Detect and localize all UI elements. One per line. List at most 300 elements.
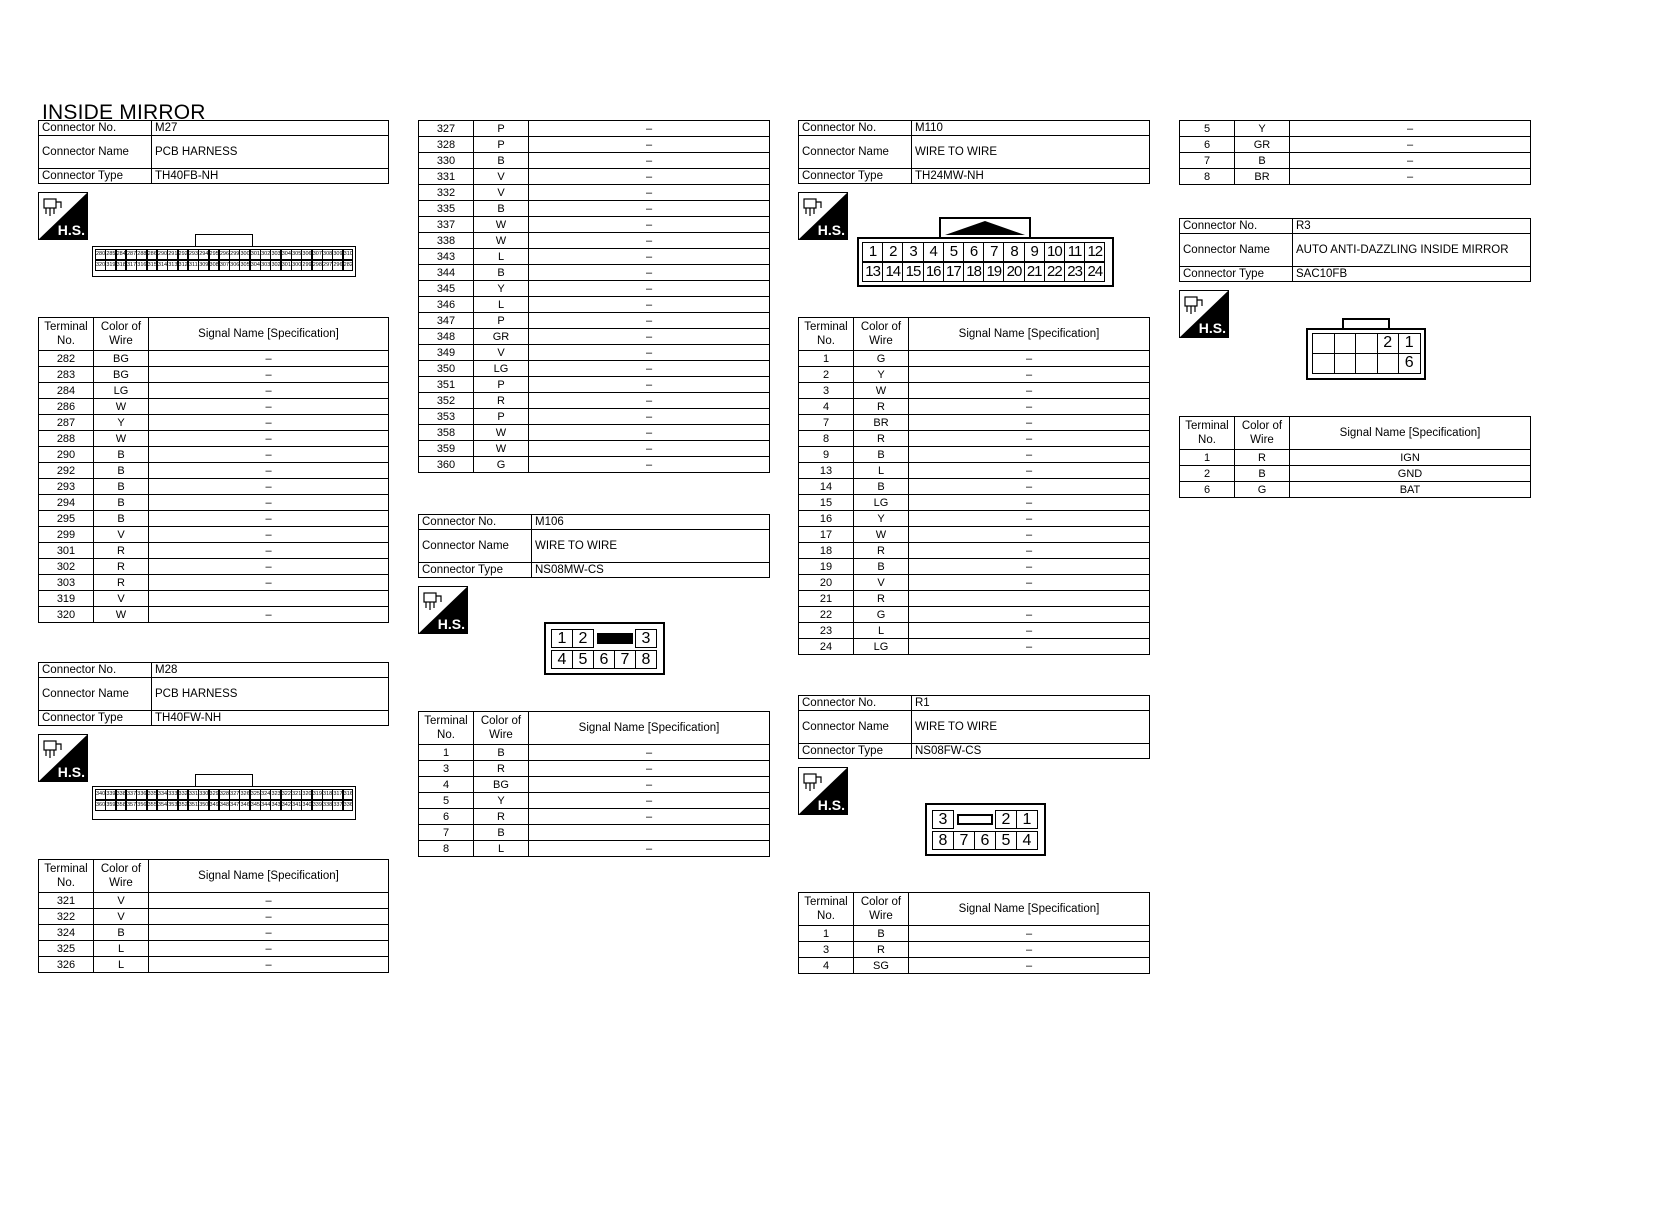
terminal-no: 293: [39, 479, 94, 495]
signal-name: –: [529, 121, 770, 137]
wire-color: W: [94, 607, 149, 623]
color-of-wire-header: Color of Wire: [94, 318, 149, 351]
connector-pin: [1355, 333, 1378, 354]
table-row: [419, 825, 770, 841]
terminal-no: 332: [419, 185, 474, 201]
signal-name-header: Signal Name [Specification]: [149, 860, 389, 893]
connector-name-value: WIRE TO WIRE: [532, 530, 770, 563]
wire-color: B: [1235, 153, 1290, 169]
wire-color: Y: [854, 511, 909, 527]
terminal-no: 328: [419, 137, 474, 153]
signal-name: –: [909, 447, 1150, 463]
terminal-no: 292: [39, 463, 94, 479]
connector-no-label: Connector No.: [799, 696, 912, 711]
terminal-no: 4: [419, 777, 474, 793]
connector-pin: 329: [209, 789, 220, 800]
connector-pin: 19: [983, 262, 1004, 282]
signal-name: –: [1290, 153, 1531, 169]
connector-name-value: PCB HARNESS: [152, 136, 389, 169]
wire-color: B: [94, 447, 149, 463]
wire-color: B: [854, 447, 909, 463]
wire-color: V: [854, 575, 909, 591]
connector-type-row: [799, 744, 1150, 759]
wire-color: V: [94, 893, 149, 909]
connector-pin: 296: [219, 249, 230, 260]
wire-color: BG: [474, 777, 529, 793]
table-row: [799, 623, 1150, 639]
connector-pin: 2: [882, 242, 903, 262]
table-row: [419, 249, 770, 265]
table-row: [799, 463, 1150, 479]
connector-pin: 16: [923, 262, 944, 282]
connector-pin: 339: [105, 789, 116, 800]
connector-pin: 346: [239, 800, 250, 811]
signal-name: –: [149, 893, 389, 909]
wire-color: R: [854, 399, 909, 415]
table-row: [799, 958, 1150, 974]
connector-name-row: [1180, 234, 1531, 267]
connector-pin: 295: [209, 249, 220, 260]
connector-info-m106: [418, 514, 770, 578]
wire-color: B: [1235, 466, 1290, 482]
connector-info-r3: [1179, 218, 1531, 282]
hs-label: H.S.: [817, 797, 845, 813]
terminal-no: 16: [799, 511, 854, 527]
terminal-no: 1: [799, 926, 854, 942]
connector-pin: 321: [291, 789, 302, 800]
signal-name: –: [149, 575, 389, 591]
connector-no-value: R1: [912, 696, 1150, 711]
terminal-no: 4: [799, 958, 854, 974]
connector-pin: 360: [95, 800, 106, 811]
wire-color: Y: [1235, 121, 1290, 137]
table-row: [419, 393, 770, 409]
connector-pin: 17: [943, 262, 964, 282]
table-header: [39, 318, 389, 351]
terminal-no: 8: [419, 841, 474, 857]
hs-icon: [418, 586, 468, 634]
connector-pin: 337: [332, 800, 343, 811]
signal-name: –: [149, 543, 389, 559]
wire-color: R: [474, 809, 529, 825]
hs-icon: [38, 734, 88, 782]
terminal-no: 287: [39, 415, 94, 431]
connector-pin: 323: [270, 789, 281, 800]
connector-pin: 299: [229, 249, 240, 260]
hs-icon: [798, 767, 848, 815]
signal-name: –: [909, 958, 1150, 974]
signal-name: –: [149, 495, 389, 511]
signal-name: –: [529, 777, 770, 793]
table-row: [799, 399, 1150, 415]
table-row: [799, 926, 1150, 942]
signal-name: –: [149, 463, 389, 479]
connector-lock: [957, 814, 993, 825]
connector-pin: 1: [862, 242, 883, 262]
signal-name: –: [909, 926, 1150, 942]
connector-name-value: WIRE TO WIRE: [912, 711, 1150, 744]
connector-type-value: TH24MW-NH: [912, 169, 1150, 184]
connector-pin: 356: [136, 800, 147, 811]
connector-diagram-m27: [92, 234, 356, 277]
connector-pin: 307: [219, 260, 230, 271]
terminal-table-m28: [38, 859, 389, 973]
wire-color: G: [474, 457, 529, 473]
connector-pin: 294: [198, 249, 209, 260]
wire-color: LG: [854, 639, 909, 655]
table-row: [799, 559, 1150, 575]
terminal-no: 337: [419, 217, 474, 233]
wire-color: W: [94, 431, 149, 447]
connector-pin: 357: [126, 800, 137, 811]
terminal-no: 3: [799, 942, 854, 958]
wire-color: V: [94, 591, 149, 607]
terminal-no: 284: [39, 383, 94, 399]
table-row: [799, 367, 1150, 383]
signal-name: –: [529, 457, 770, 473]
table-row: [419, 745, 770, 761]
table-row: [419, 137, 770, 153]
signal-name-header: Signal Name [Specification]: [149, 318, 389, 351]
terminal-no: 1: [799, 351, 854, 367]
table-row: [799, 431, 1150, 447]
connector-pin: 354: [157, 800, 168, 811]
connector-pin: 317: [332, 789, 343, 800]
terminal-no: 346: [419, 297, 474, 313]
wire-color: V: [474, 169, 529, 185]
signal-name: –: [909, 511, 1150, 527]
connector-pin: 345: [250, 800, 261, 811]
connector-pin: 339: [312, 800, 323, 811]
wire-color: LG: [474, 361, 529, 377]
wire-color: L: [854, 623, 909, 639]
connector-pin: 355: [147, 800, 158, 811]
signal-name: –: [149, 957, 389, 973]
table-header: [39, 860, 389, 893]
color-of-wire-header: Color of Wire: [1235, 417, 1290, 450]
signal-name: –: [529, 201, 770, 217]
connector-pin: 334: [157, 789, 168, 800]
connector-pin: 3: [635, 629, 657, 648]
signal-name: –: [149, 511, 389, 527]
wire-color: G: [854, 607, 909, 623]
connector-info-m27: [38, 120, 389, 184]
color-of-wire-header: Color of Wire: [854, 893, 909, 926]
connector-pin: 358: [116, 800, 127, 811]
table-row: [419, 265, 770, 281]
connector-pin: 6: [1398, 353, 1421, 374]
connector-pin: 353: [167, 800, 178, 811]
wire-color: L: [474, 297, 529, 313]
hs-label: H.S.: [437, 616, 465, 632]
connector-pin: 8: [932, 831, 954, 850]
connector-type-value: TH40FB-NH: [152, 169, 389, 184]
connector-pin: 320: [301, 789, 312, 800]
connector-pin: 359: [105, 800, 116, 811]
wire-color: BR: [854, 415, 909, 431]
signal-name: –: [529, 265, 770, 281]
connector-no-label: Connector No.: [1180, 219, 1293, 234]
connector-pin: 7: [983, 242, 1004, 262]
connector-pin: 344: [260, 800, 271, 811]
connector-type-value: NS08FW-CS: [912, 744, 1150, 759]
signal-name: –: [149, 941, 389, 957]
terminal-no: 19: [799, 559, 854, 575]
connector-type-row: [799, 169, 1150, 184]
signal-name: –: [909, 463, 1150, 479]
connector-type-row: [39, 711, 389, 726]
terminal-no: 358: [419, 425, 474, 441]
terminal-no: 319: [39, 591, 94, 607]
connector-pin: 336: [136, 789, 147, 800]
wire-color: W: [854, 383, 909, 399]
signal-name: –: [529, 233, 770, 249]
terminal-no: 303: [39, 575, 94, 591]
connector-type-value: NS08MW-CS: [532, 563, 770, 578]
connector-pin: 340: [301, 800, 312, 811]
terminal-no: 343: [419, 249, 474, 265]
terminal-no: 9: [799, 447, 854, 463]
wire-color: R: [854, 431, 909, 447]
connector-pin: 5: [995, 831, 1017, 850]
wire-color: B: [94, 463, 149, 479]
terminal-no: 6: [1180, 137, 1235, 153]
wire-color: L: [94, 957, 149, 973]
terminal-no: 18: [799, 543, 854, 559]
connector-diagram-r3: [1306, 318, 1426, 380]
wire-color: B: [474, 153, 529, 169]
signal-name: –: [529, 841, 770, 857]
terminal-no: 7: [1180, 153, 1235, 169]
connector-info-r1: [798, 695, 1150, 759]
wire-color: G: [854, 351, 909, 367]
wire-color: W: [474, 233, 529, 249]
signal-name: –: [149, 909, 389, 925]
connector-pin: 301: [281, 260, 292, 271]
wire-color: BG: [94, 367, 149, 383]
connector-pin: 313: [167, 260, 178, 271]
wire-color: GR: [474, 329, 529, 345]
connector-pin: 319: [312, 789, 323, 800]
table-row: [39, 367, 389, 383]
table-row: [419, 841, 770, 857]
terminal-no: 349: [419, 345, 474, 361]
connector-pin: 304: [250, 260, 261, 271]
connector-name-label: Connector Name: [1180, 234, 1293, 267]
signal-name: –: [529, 329, 770, 345]
terminal-no: 331: [419, 169, 474, 185]
connector-pin: 317: [126, 260, 137, 271]
connector-pin: 298: [312, 260, 323, 271]
signal-name: –: [909, 431, 1150, 447]
signal-name: IGN: [1290, 450, 1531, 466]
signal-name: GND: [1290, 466, 1531, 482]
connector-pin: 316: [136, 260, 147, 271]
connector-pin: 9: [1024, 242, 1045, 262]
terminal-no: 288: [39, 431, 94, 447]
connector-pin: 352: [178, 800, 189, 811]
table-row: [39, 957, 389, 973]
table-row: [799, 591, 1150, 607]
table-row: [1180, 482, 1531, 498]
connector-pin: 338: [116, 789, 127, 800]
signal-name: –: [1290, 169, 1531, 185]
signal-name: –: [529, 761, 770, 777]
terminal-no: 5: [419, 793, 474, 809]
terminal-no: 14: [799, 479, 854, 495]
connector-pin: 21: [1024, 262, 1045, 282]
wire-color: R: [94, 543, 149, 559]
wire-color: B: [94, 925, 149, 941]
wire-color: B: [854, 559, 909, 575]
terminal-no: 347: [419, 313, 474, 329]
table-row: [419, 761, 770, 777]
signal-name: –: [529, 377, 770, 393]
connector-pin: 312: [178, 260, 189, 271]
connector-pin: 299: [301, 260, 312, 271]
wire-color: V: [94, 909, 149, 925]
wire-color: Y: [94, 415, 149, 431]
terminal-no-header: Terminal No.: [799, 893, 854, 926]
hs-icon: [38, 192, 88, 240]
connector-no-value: R3: [1293, 219, 1531, 234]
terminal-no: 1: [1180, 450, 1235, 466]
hs-label: H.S.: [57, 764, 85, 780]
connector-pin: 311: [188, 260, 199, 271]
terminal-no: 3: [419, 761, 474, 777]
connector-pin: 343: [270, 800, 281, 811]
wire-color: P: [474, 377, 529, 393]
signal-name: –: [529, 361, 770, 377]
connector-pin: 308: [209, 260, 220, 271]
terminal-no: 344: [419, 265, 474, 281]
wire-color: R: [474, 393, 529, 409]
signal-name: –: [529, 809, 770, 825]
wire-color: BG: [94, 351, 149, 367]
table-row: [1180, 137, 1531, 153]
table-row: [39, 941, 389, 957]
signal-name: –: [909, 415, 1150, 431]
connector-pin: [1312, 333, 1335, 354]
connector-type-row: [1180, 267, 1531, 282]
terminal-table-m110: [798, 317, 1150, 655]
signal-name: –: [529, 425, 770, 441]
terminal-no: 282: [39, 351, 94, 367]
connector-pin: 5: [572, 650, 594, 669]
terminal-no: 24: [799, 639, 854, 655]
connector-pin: 2: [572, 629, 594, 648]
connector-pin: 10: [1044, 242, 1065, 262]
wire-color: L: [854, 463, 909, 479]
connector-pin: 284: [116, 249, 127, 260]
signal-name: –: [1290, 121, 1531, 137]
terminal-no: 353: [419, 409, 474, 425]
connector-pin: 316: [343, 789, 354, 800]
terminal-no: 13: [799, 463, 854, 479]
color-of-wire-header: Color of Wire: [854, 318, 909, 351]
connector-diagram-m106: [544, 622, 665, 675]
terminal-no: 330: [419, 153, 474, 169]
connector-type-label: Connector Type: [1180, 267, 1293, 282]
signal-name: –: [529, 441, 770, 457]
signal-name: –: [1290, 137, 1531, 153]
signal-name-header: Signal Name [Specification]: [909, 893, 1150, 926]
connector-info-m110: [798, 120, 1150, 184]
wire-color: R: [854, 942, 909, 958]
table-row: [39, 575, 389, 591]
wire-color: B: [474, 745, 529, 761]
table-row: [419, 329, 770, 345]
connector-pin: 349: [209, 800, 220, 811]
wire-color: Y: [474, 281, 529, 297]
connector-name-label: Connector Name: [799, 136, 912, 169]
table-row: [39, 893, 389, 909]
terminal-no: 1: [419, 745, 474, 761]
wire-color: L: [474, 249, 529, 265]
connector-pin: 309: [198, 260, 209, 271]
signal-name-header: Signal Name [Specification]: [1290, 417, 1531, 450]
wire-color: B: [474, 265, 529, 281]
signal-name: –: [149, 367, 389, 383]
connector-name-label: Connector Name: [39, 136, 152, 169]
wire-color: G: [1235, 482, 1290, 498]
signal-name: –: [909, 527, 1150, 543]
terminal-no: 359: [419, 441, 474, 457]
connector-no-value: M110: [912, 121, 1150, 136]
connector-pin: 325: [250, 789, 261, 800]
wire-color: SG: [854, 958, 909, 974]
connector-pin: 13: [862, 262, 883, 282]
table-row: [419, 377, 770, 393]
table-row: [1180, 466, 1531, 482]
table-row: [39, 415, 389, 431]
connector-pin: 4: [923, 242, 944, 262]
signal-name: –: [149, 383, 389, 399]
signal-name: –: [529, 297, 770, 313]
table-row: [419, 425, 770, 441]
wire-color: R: [94, 575, 149, 591]
terminal-no: 3: [799, 383, 854, 399]
connector-pin: 347: [229, 800, 240, 811]
wire-color: R: [1235, 450, 1290, 466]
connector-diagram-r1: [925, 803, 1046, 856]
signal-name: –: [149, 925, 389, 941]
connector-pin: 7: [614, 650, 636, 669]
connector-pin: 328: [219, 789, 230, 800]
connector-pin: 288: [136, 249, 147, 260]
connector-pin: 1: [1016, 810, 1038, 829]
table-row: [799, 447, 1150, 463]
wire-color: LG: [94, 383, 149, 399]
table-row: [1180, 153, 1531, 169]
signal-name: –: [909, 383, 1150, 399]
terminal-no: 299: [39, 527, 94, 543]
connector-lock: [597, 633, 633, 644]
connector-pin: 342: [281, 800, 292, 811]
connector-no-row: [39, 663, 389, 678]
table-row: [799, 415, 1150, 431]
connector-type-label: Connector Type: [419, 563, 532, 578]
terminal-no: 335: [419, 201, 474, 217]
connector-pin: 286: [147, 249, 158, 260]
connector-pin: 285: [105, 249, 116, 260]
connector-pin: 307: [312, 249, 323, 260]
wire-color: R: [854, 591, 909, 607]
connector-pin: 8: [1003, 242, 1024, 262]
terminal-table-m110-continued: [1179, 120, 1531, 185]
connector-no-row: [799, 696, 1150, 711]
connector-pin: 8: [635, 650, 657, 669]
